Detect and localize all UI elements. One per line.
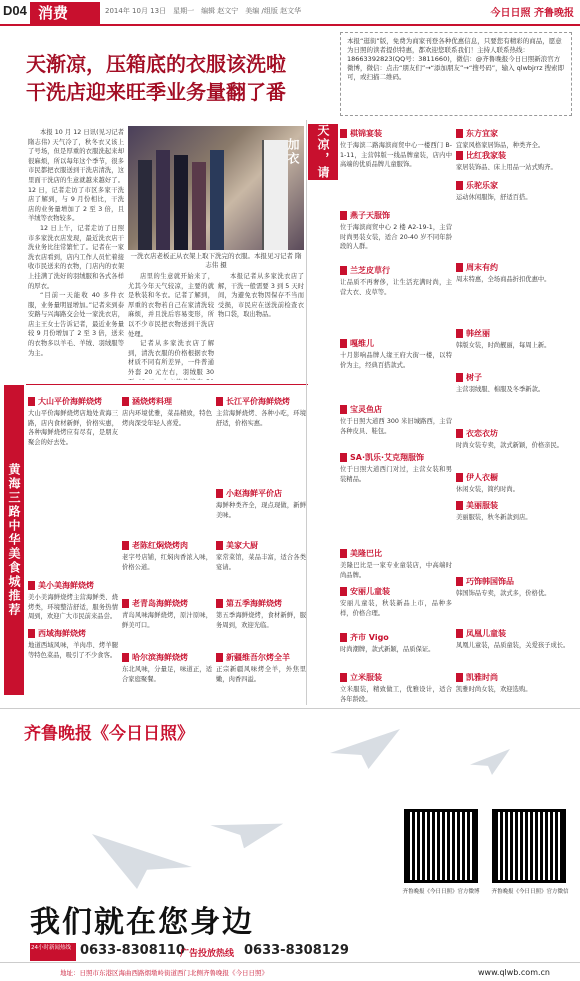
listing-title: 凤凰儿童装 — [456, 628, 572, 639]
listing-body: 正宗新疆风味烤全羊，外焦里嫩，肉香四溢。 — [216, 666, 306, 683]
article-tag: 天凉，请加衣 — [308, 124, 338, 180]
listing-body: 位于日照大道西门对过，主营女装和男装精品。 — [340, 466, 452, 483]
listing-title: 乐驼乐家 — [456, 180, 572, 191]
paper-plane-icon — [330, 729, 400, 769]
qr-caption-weibo: 齐鲁晚报《今日日照》官方微博 — [402, 889, 480, 895]
qr-caption-weixin: 齐鲁晚报《今日日照》官方微信 — [491, 889, 569, 895]
paper-plane-icon — [92, 834, 192, 889]
ad-hotline-label: 广告投放热线 — [180, 949, 235, 959]
article-column-3: 本报记者从多家洗衣店了解，干洗一般需要 3 到 5 天时间，为避免衣物因保存不当而受损，市民应在送洗前检查衣物口袋，取出物品。 — [218, 273, 304, 319]
listing-body: 宜家风格家居饰品，种类齐全。 — [456, 142, 545, 149]
listing-body: 家常菜馆，菜品丰富，适合各类宴请。 — [216, 554, 306, 571]
ad-address: 地址：日照市东港区海曲西路烟墩岭街道西门北侧齐鲁晚报《今日日照》 — [60, 969, 268, 977]
headline — [26, 50, 306, 106]
listing-title: 立米服装 — [340, 672, 452, 683]
listing-title: 凯雅时尚 — [456, 672, 572, 683]
listing-title: 比红我家装 — [456, 150, 572, 161]
paper-plane-icon — [207, 806, 283, 857]
listing-title: 老青岛海鲜烧烤 — [122, 598, 212, 609]
listing-body: 位于海滨商贸中心 2 楼 A2-19-1，主营时尚男装女装，适合 20-40 岁不同年龄段的人群。 — [340, 224, 452, 251]
listing-title: 小赵海鲜平价店 — [216, 488, 306, 499]
listing-body: 青岛风味海鲜烧烤，原汁原味，鲜美可口。 — [122, 612, 212, 629]
newspaper-ad — [0, 708, 580, 981]
ad-footer — [0, 962, 580, 981]
listing-title: 树子 — [456, 372, 572, 383]
headline-line-2: 干洗店迎来旺季业务量翻了番 — [26, 80, 286, 104]
page-header — [0, 0, 580, 26]
listing-body: 店内环境优雅，菜品精致，特色烤肉深受年轻人喜爱。 — [122, 410, 212, 427]
listing-body: 周末特惠，全场商品折扣优惠中。 — [456, 276, 551, 283]
listing-body: 安丽儿童装，秋装新品上市，品种多样，价格合理。 — [340, 600, 452, 617]
listing-body: 海鲜种类齐全，现点现做，新鲜美味。 — [216, 502, 306, 519]
headline-line-1: 天渐凉，压箱底的衣服该洗啦 — [26, 52, 286, 76]
page-number: D04 — [3, 3, 27, 18]
listing-title: 美丽服装 — [456, 500, 572, 511]
listing-body: 时尚女装专卖，款式新颖，价格亲民。 — [456, 442, 564, 449]
listing-body: 时尚潮牌，款式新颖，品质保证。 — [340, 646, 435, 653]
listing-title: 伊人衣橱 — [456, 472, 572, 483]
listing-title: 第五季海鲜烧烤 — [216, 598, 306, 609]
ad-logo: 齐鲁晚报《今日日照》 — [24, 724, 194, 744]
news-hotline: 0633-8308110 — [80, 943, 185, 958]
listing-title: 美小美海鲜烧烤 — [28, 580, 118, 591]
listing-body: 韩版女装，时尚靓丽，每周上新。 — [456, 342, 551, 349]
listing-body: 休闲女装，简约时尚。 — [456, 486, 519, 493]
listing-body: 十月影响品牌人缘王府大街一楼，以特价为主，经典百搭款式。 — [340, 352, 452, 369]
food-city-banner: 黄海三路中华美食城推荐 — [4, 385, 24, 695]
listing-body: 韩国饰品专卖，款式多，价格优。 — [456, 590, 551, 597]
listing-title: 齐市 Vigo — [340, 632, 452, 643]
ad-website[interactable]: www.qlwb.com.cn — [478, 968, 550, 977]
listing-title: 嘎维儿 — [340, 338, 452, 349]
listing-title: 衣恋衣坊 — [456, 428, 572, 439]
listing-title: 安丽儿童装 — [340, 586, 452, 597]
promo-intro-box: 本报“逛街”版，免费为商家刊登各种优惠信息，只要您有精彩的商品，愿意为日照的读者提供特惠，都欢迎您联系我们！主持人联系热线：18663392823(QQ号：3811660)，微信：@齐鲁晚报今日日照新浪官方微博，微信：点击“朋友们”→“添加朋友”→“搜号码”，输入 qlwbjrrz 搜索即可，或扫描二维码。 — [340, 32, 572, 116]
listing-title: 韩丝丽 — [456, 328, 572, 339]
listing-body: 主营羽绒服、棉服及冬季新款。 — [456, 386, 545, 393]
listing-body: 美隆巴比是一家专业童装店，中高端时尚品牌。 — [340, 562, 452, 579]
qr-code-weixin[interactable] — [492, 809, 566, 883]
listing-title: 老陈红焖烧烤肉 — [122, 540, 212, 551]
listing-title: 东方宜家 — [456, 128, 572, 139]
listing-title: 宝灵鱼店 — [340, 404, 452, 415]
listing-title: SA·凯乐·艾克翔服饰 — [340, 452, 452, 463]
hotline-label: 24小时新闻热线 — [30, 943, 76, 961]
listing-title: 大山平价海鲜烧烤 — [28, 396, 118, 407]
photo-caption: 一洗衣店老板正从衣架上取下洗完的衣服。本报见习记者 隋志伟 摄 — [130, 252, 302, 269]
paper-plane-icon — [470, 749, 510, 775]
listing-title: 新疆维吾尔烤全羊 — [216, 652, 306, 663]
listing-body: 凯雅时尚女装，欢迎选购。 — [456, 686, 532, 693]
listing-body: 地道西域风味，羊肉串、烤羊腿等特色菜品，吸引了不少食客。 — [28, 642, 118, 659]
divider — [26, 384, 308, 385]
divider — [306, 120, 307, 705]
listing-title: 美家大厨 — [216, 540, 306, 551]
listing-title: 哈尔滨海鲜烧烤 — [122, 652, 212, 663]
listing-body: 美小美海鲜烧烤主营海鲜类、烧烤类，环境整洁舒适，服务热情周到，欢迎广大市民前来品尝。 — [28, 594, 118, 621]
article-column-2: 店里的生意就开始来了，尤其今年天气较凉，主要的就是秋装和冬衣。记者了解到，厚重的衣物若自己在家清洗较麻烦，并且洗后容易变形，所以不少市民把衣物送到干洗店处理。 记者从多家洗衣店了解到，清洗衣服的价格根据衣物材质不同有所差异，一件普通外套 20 元左右，羽绒服 30 — [128, 273, 214, 376]
article-column-1: 本报 10 月 12 日讯(见习记者 隋志伟) 天气冷了，秋冬衣又该上了号场，但是厚重的衣服洗起来却很麻烦，所以每年这个季节，很多市民都把衣服送到干洗店清洗，这里面干洗店的生意就越来越好了。12 日，记者走访了市区多家干洗店了解到，与 9 月份相比，干洗店的业务量增加了 2 至 3 倍，且羊绒等衣物较多。 12 日上午，记者走访了日照市多家洗衣店发现，最近洗衣店干洗业务比往常繁忙了。记者在一家洗衣店看到，店内工作人员忙着接收市民送来的衣物，门店内的衣架上挂满了洗好的羽绒服和各式各样的厚衣。 “目前一天能收 40 多件衣服，业务量明显增加。”记者来到泰安路与兴海路交会处一家洗衣店，店主王女士告诉记者，最近业务量较 9 月份增加了 2 至 3 倍，送来的衣物多以羊毛、羊绒、羽绒服等为主。 — [28, 129, 124, 357]
listing-title: 西域海鲜烧烤 — [28, 628, 118, 639]
issue-meta: 2014年 10月 13日 星期一 编辑 赵文宁 美编 /组版 赵文华 — [105, 7, 302, 15]
ad-slogan: 我们就在您身边 — [30, 905, 254, 940]
listing-body: 第五季海鲜烧烤，食材新鲜，服务周到，欢迎光临。 — [216, 612, 306, 629]
listing-title: 棋锦宴装 — [340, 128, 452, 139]
listing-body: 位于海滨二路海滨商贸中心一楼西门 B-1-11，主营韩版一线品牌童装，店内中高端的优质品牌儿童服饰。 — [340, 142, 452, 169]
listing-body: 凤凰儿童装，品质童装，关爱孩子成长。 — [456, 642, 570, 649]
listing-body: 运动休闲服饰，舒适百搭。 — [456, 194, 532, 201]
listing-body: 位于日照大道西 300 米旧城路西，主营各种皮具、鞋包。 — [340, 418, 452, 435]
listing-title: 周末有约 — [456, 262, 572, 273]
listing-title: 涵烧烤料理 — [122, 396, 212, 407]
listing-body: 主营海鲜烧烤、各种小吃，环境舒适，价格实惠。 — [216, 410, 306, 427]
masthead-brand: 今日日照 齐鲁晚报 — [490, 8, 574, 19]
listing-title: 兰芝皮草行 — [340, 265, 452, 276]
listing-body: 美丽服装，秋冬新款到店。 — [456, 514, 532, 521]
ad-hotline: 0633-8308129 — [244, 943, 349, 958]
listing-title: 美隆巴比 — [340, 548, 452, 559]
listing-title: 巧饰韩国饰品 — [456, 576, 572, 587]
listing-body: 立米服装，精致做工，优雅设计，适合各年龄段。 — [340, 686, 452, 703]
listing-body: 大山平价海鲜烧烤店地处黄海三路，店内食材新鲜，价格实惠，各种海鲜烧烤应有尽有，是朋友聚会的好去处。 — [28, 410, 118, 446]
listing-body: 东北风味，分量足，味道正，适合家庭聚餐。 — [122, 666, 212, 683]
listing-body: 老字号店铺，红焖肉香浓入味，价格公道。 — [122, 554, 212, 571]
section-title: 消费 — [30, 2, 100, 24]
listing-body: 让品质不再奢侈，让生活充满时尚，主营大衣、皮草等。 — [340, 279, 452, 296]
listing-title: 长江平价海鲜烧烤 — [216, 396, 306, 407]
listing-body: 家居装饰品、床上用品一站式购齐。 — [456, 164, 557, 171]
listing-title: 燕子天服饰 — [340, 210, 452, 221]
qr-code-weibo[interactable] — [404, 809, 478, 883]
